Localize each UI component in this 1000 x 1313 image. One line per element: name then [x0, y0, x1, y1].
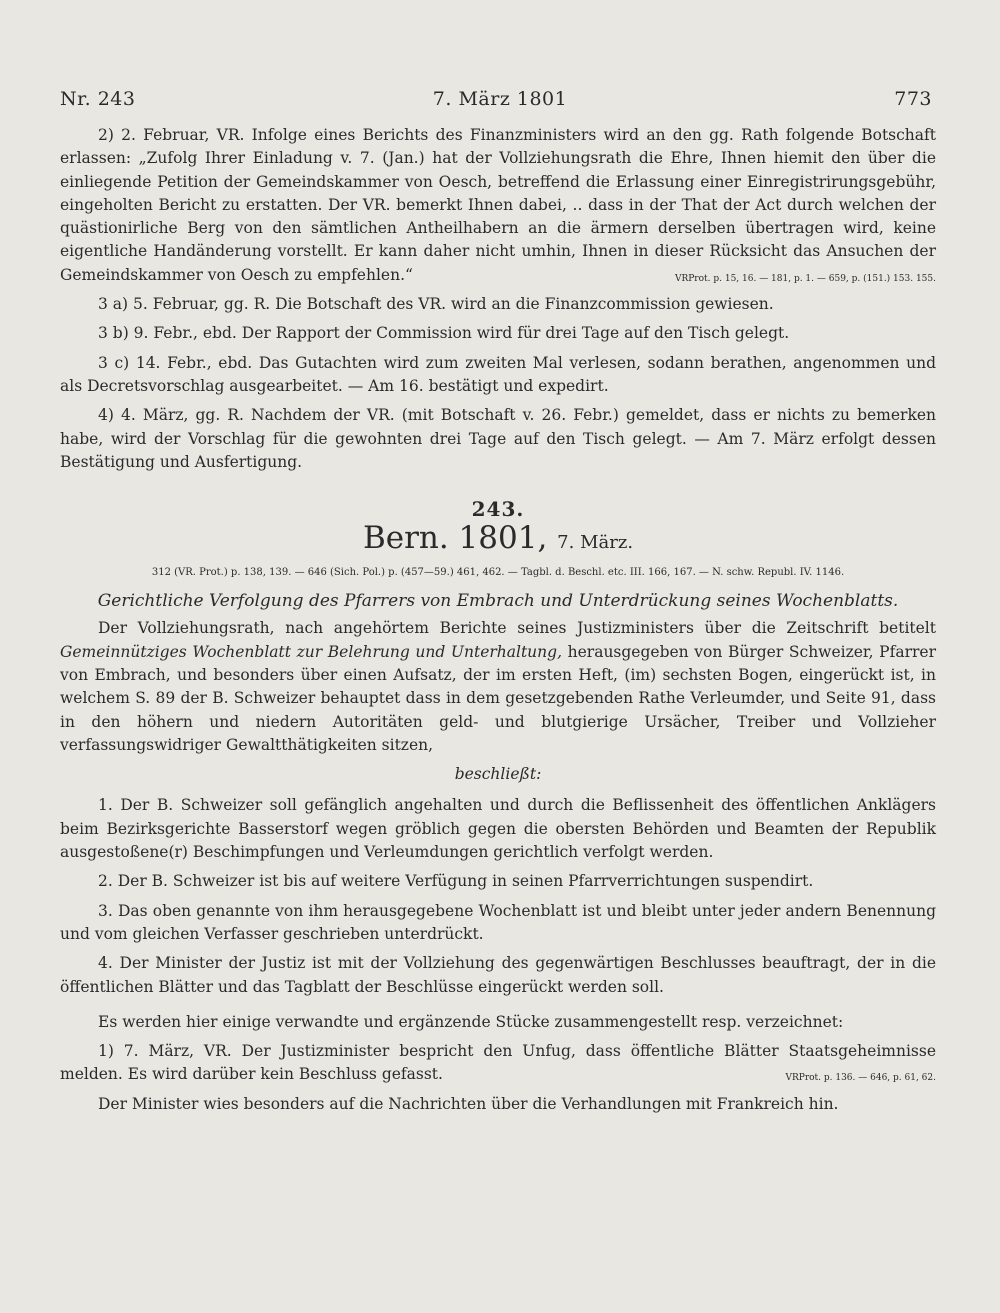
- paragraph-2: [60, 124, 936, 287]
- paragraph-text: 2) 2. Februar, VR. Infolge eines Berichts des Finanzministers wird an den gg. Rath folgende Botschaft erlassen: „Zufolg Ihrer Einladung v. 7. (Jan.) hat der Vollziehungsrath die Ehre, Ihnen hiemit den über die einliegende Petition der Gemeindskammer von Oesch, betreffend die Erlassung einer Einregistrirungsgebühr, eingeholten Bericht zu erstatten. Der VR. bemerkt Ihnen dabei, .. dass in der That der Act durch welchen der quästionirliche Berg von den sämtlichen Antheilhabern an die ärmern derselben übertragen wird, keine eigentliche Handänderung vorstellt. Er kann daher nicht umhin, Ihnen in dieser Rücksicht das Ansuchen der Gemeindskammer von Oesch zu empfehlen.“: [60, 126, 936, 284]
- related-1: [60, 1040, 936, 1087]
- decision-3: 3. Das oben genannte von ihm herausgegebene Wochenblatt ist und bleibt unter jeder andern Benennung und vom gleichen Verfasser geschrieben unterdrückt.: [60, 901, 936, 943]
- date-day: 7. März.: [557, 532, 634, 554]
- decision-4: 4. Der Minister der Justiz ist mit der Vollziehung des gegenwärtigen Beschlusses beauftragt, der in die öffentlichen Blätter und das Tagblatt der Beschlüsse eingerückt werden soll.: [60, 954, 936, 996]
- decision-1: 1. Der B. Schweizer soll gefänglich angehalten und durch die Beflissenheit des öffentlichen Anklägers beim Bezirksgerichte Basserstorf wegen gröblich gegen die obersten Behörden und Beamten der Republik ausgestoßene(r) Beschimpfungen und Verleumdungen gerichtlich verfolgt werden.: [60, 796, 936, 862]
- decision-2: 2. Der B. Schweizer ist bis auf weitere Verfügung in seinen Pfarrverrichtungen suspendirt.: [98, 872, 814, 891]
- intro-text: Der Vollziehungsrath, nach angehörtem Berichte seines Justizministers über die Zeitschrift betitelt: [98, 619, 936, 638]
- page-number: 773: [894, 88, 932, 110]
- page-body: [60, 124, 936, 1122]
- publication-title: Gemeinnütziges Wochenblatt zur Belehrung und Unterhaltung,: [60, 642, 562, 661]
- place-year: Bern. 1801,: [362, 520, 548, 557]
- place-date-heading: [60, 520, 936, 557]
- source-line: 312 (VR. Prot.) p. 138, 139. — 646 (Sich. Pol.) p. (457—59.) 461, 462. — Tagbl. d. Beschl. etc. III. 166, 167. — N. schw. Republ. IV. 1146.: [151, 566, 845, 578]
- source-reference: VRProt. p. 15, 16. — 181, p. 1. — 659, p. (151.) 153. 155.: [674, 273, 936, 284]
- document-title: Gerichtliche Verfolgung des Pfarrers von Embrach und Unterdrückung seines Wochenblatts.: [97, 591, 899, 612]
- related-1-text: 1) 7. März, VR. Der Justizminister bespricht den Unfug, dass öffentliche Blätter Staatsgeheimnisse melden. Es wird darüber kein Beschluss gefasst.: [60, 1042, 936, 1084]
- running-date: 7. März 1801: [432, 88, 568, 110]
- paragraph-3c: 3 c) 14. Febr., ebd. Das Gutachten wird zum zweiten Mal verlesen, sodann berathen, angenommen und als Decretsvorschlag ausgearbeitet. — Am 16. bestätigt und expedirt.: [60, 353, 936, 395]
- resolution-heading: beschließt:: [454, 765, 542, 784]
- closing-paragraph: Der Minister wies besonders auf die Nachrichten über die Verhandlungen mit Frankreich hin.: [98, 1094, 839, 1113]
- intro-paragraph: [60, 617, 936, 757]
- paragraph-3b: 3 b) 9. Febr., ebd. Der Rapport der Commission wird für drei Tage auf den Tisch gelegt.: [98, 324, 790, 343]
- related-intro: Es werden hier einige verwandte und ergänzende Stücke zusammengestellt resp. verzeichnet:: [98, 1012, 844, 1031]
- paragraph-3a: 3 a) 5. Februar, gg. R. Die Botschaft des VR. wird an die Finanzcommission gewiesen.: [98, 295, 774, 314]
- related-1-reference: VRProt. p. 136. — 646, p. 61, 62.: [785, 1073, 936, 1084]
- document-number: 243.: [471, 497, 525, 522]
- intro-text-cont: herausgegeben von Bürger Schweizer, Pfarrer von Embrach, und besonders über einen Aufsatz, der im ersten Heft, (im) sechsten Bogen, eingerückt ist, in welchem S. 89 der B. Schweizer behauptet dass in dem gesetzgebenden Rathe Verleumder, und Seite 91, dass in den höhern und niedern Autoritäten geld- und blutgierige Ursächer, Treiber und Vollzieher verfassungswidriger Gewaltthätigkeiten sitzen,: [60, 642, 936, 754]
- paragraph-4: 4) 4. März, gg. R. Nachdem der VR. (mit Botschaft v. 26. Febr.) gemeldet, dass er nichts zu bemerken habe, wird der Vorschlag für die gewohnten drei Tage auf den Tisch gelegt. — Am 7. März erfolgt dessen Bestätigung und Ausfertigung.: [60, 406, 936, 471]
- running-number: Nr. 243: [60, 88, 136, 110]
